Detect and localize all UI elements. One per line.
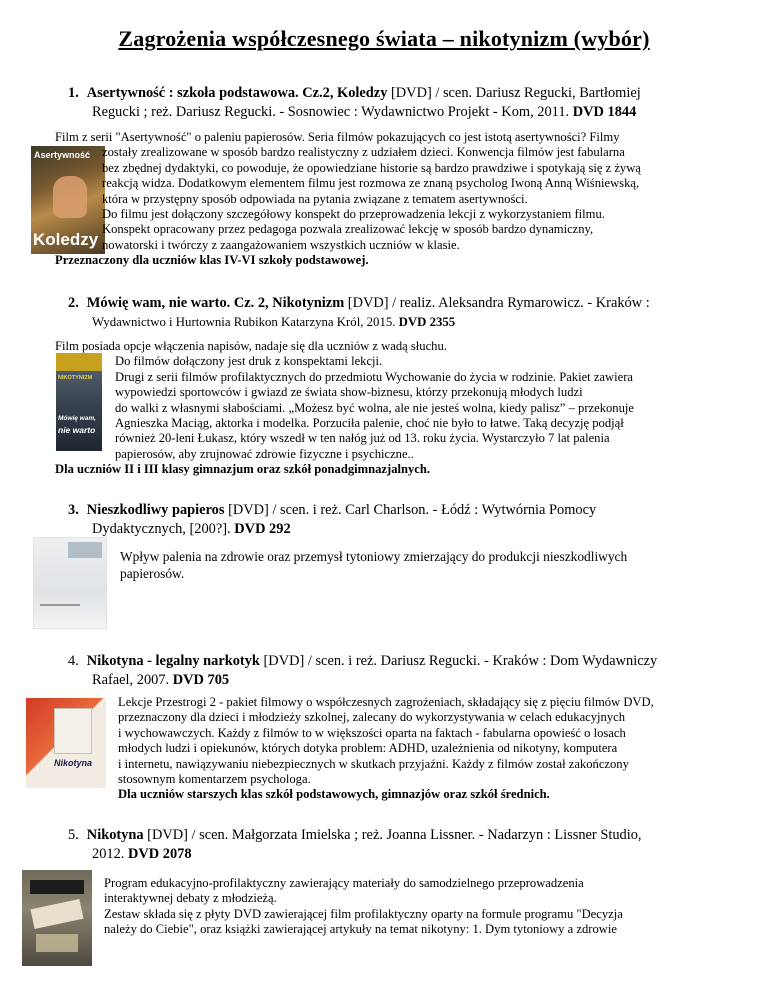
desc-line: nowatorski i twórczy z zaangażowaniem wszystkich uczniów w klasie. xyxy=(102,237,460,252)
entry-number: 2. xyxy=(68,295,79,311)
desc-line: do walki z własnymi słabościami. „Możesz być wolna, ale nie jesteś wolna, kiedy palisz” – przekonuje xyxy=(115,400,634,415)
desc-line: papierosów, aby zrujnować zdrowie fizyczne i psychiczne.. xyxy=(115,446,414,461)
entry-details: [DVD] / realiz. Aleksandra Rymarowicz. - Kraków : xyxy=(344,295,650,311)
desc-line: Do filmu jest dołączony szczegółowy konspekt do przeprowadzenia lekcji z wykorzystaniem filmu. xyxy=(102,207,605,222)
entry-4-cover-image xyxy=(26,698,106,788)
desc-line: Agnieszka Maciąg, aktorka i modelka. Porzuciła palenie, choć nie było to łatwe. Taką decyzję podjął xyxy=(115,416,624,431)
desc-line: przeznaczony dla dzieci i młodzieży szkolnej, zalecany do wykorzystywania w celach edukacyjnych xyxy=(118,710,626,725)
cover-series-text: NIKOTYNIZM xyxy=(58,375,93,381)
entry-title: Nikotyna xyxy=(86,827,144,843)
entry-number: 5. xyxy=(68,827,79,843)
desc-line: Wpływ palenia na zdrowie oraz przemysł tytoniowy zmierzający do produkcji nieszkodliwych xyxy=(120,549,628,564)
cover-cigarettes xyxy=(30,899,83,929)
entry-4-description xyxy=(118,695,748,803)
entry-number: 4. xyxy=(68,653,79,669)
desc-line: Program edukacyjno-profilaktyczny zawierający materiały do samodzielnego przeprowadzenia xyxy=(104,876,584,890)
entry-shelf-code: DVD 292 xyxy=(234,521,291,537)
cover-title-line2: nie warto xyxy=(58,425,96,435)
entry-details-line2: Wydawnictwo i Hurtownia Rubikon Katarzyna Król, 2015. xyxy=(92,315,396,329)
entry-details: [DVD] / scen. i reż. Dariusz Regucki. - Kraków : Dom Wydawniczy xyxy=(259,653,658,669)
entry-2-description xyxy=(55,339,745,478)
desc-line: reakcją widza. Dodatkowym elementem filmu jest rozmowa ze znaną psycholog Iwoną Anną Wiśniewską, xyxy=(102,176,640,191)
cover-label-block xyxy=(36,934,78,952)
entry-5-heading xyxy=(68,826,748,864)
entry-title: Asertywność : szkoła podstawowa. Cz.2, Koledzy xyxy=(86,85,388,101)
desc-line: również 20-leni Łukasz, który wszedł w ten nałóg już od 13. roku życia. Wystarczyło 7 lat palenia xyxy=(115,431,610,446)
desc-line: i internetu, nawiązywaniu niebezpiecznych w skutkach przyjaźni. Każdy z filmów został zakończony xyxy=(118,756,629,771)
entry-shelf-code: DVD 705 xyxy=(172,672,230,688)
cover-clapper xyxy=(30,880,84,894)
desc-line: wypowiedzi sportowców i gwiazd ze świata show-biznesu, którzy przekonują młodych ludzi xyxy=(115,385,583,400)
entry-title: Mówię wam, nie warto. Cz. 2, Nikotynizm xyxy=(86,295,345,311)
entry-details: [DVD] / scen. Dariusz Regucki, Bartłomiej xyxy=(387,85,641,101)
cover-photo-frame xyxy=(54,708,92,754)
entry-details-line2: Rafael, 2007. xyxy=(92,672,170,688)
audience-note: Dla uczniów starszych klas szkół podstawowych, gimnazjów oraz szkół średnich. xyxy=(118,787,550,802)
entry-shelf-code: DVD 1844 xyxy=(572,104,637,120)
entry-5-cover-image xyxy=(22,870,92,966)
entry-1-description xyxy=(55,130,745,269)
page-title: Zagrożenia współczesnego świata – nikotynizm (wybór) xyxy=(118,26,650,51)
entry-5-description xyxy=(104,876,754,938)
entry-shelf-code: DVD 2078 xyxy=(128,846,192,862)
entry-title: Nikotyna - legalny narkotyk xyxy=(86,653,260,669)
entry-3-cover-image xyxy=(33,537,107,629)
cover-title-line1: Mówię wam, xyxy=(58,415,96,422)
audience-note: Przeznaczony dla uczniów klas IV-VI szkoły podstawowej. xyxy=(55,253,369,268)
entry-details: [DVD] / scen. i reż. Carl Charlson. - Łódź : Wytwórnia Pomocy xyxy=(224,502,597,518)
desc-line: Film posiada opcje włączenia napisów, nadaje się dla uczniów z wadą słuchu. xyxy=(55,339,447,353)
desc-line: która w przystępny sposób odpowiada na pytania związane z tematem asertywności. xyxy=(102,191,528,206)
cover-logo-block xyxy=(68,542,102,558)
desc-line: Konspekt opracowany przez pedagoga pozwala zrealizować lekcję w sposób bardzo dynamiczny, xyxy=(102,222,594,237)
entry-3-heading xyxy=(68,501,718,539)
desc-line: i wychowawczych. Każdy z filmów to w większości oparta na faktach - fabularna opowieść o losach xyxy=(118,725,626,740)
entry-1-heading xyxy=(68,84,718,122)
audience-note: Dla uczniów II i III klasy gimnazjum oraz szkół ponadgimnazjalnych. xyxy=(55,462,431,477)
entry-title: Nieszkodliwy papieros xyxy=(86,502,225,518)
cover-title-text: Nikotyna xyxy=(54,758,93,768)
entry-details-line2: Regucki ; reż. Dariusz Regucki. - Sosnowiec : Wydawnictwo Projekt - Kom, 2011. xyxy=(92,104,570,120)
entry-4-heading xyxy=(68,652,748,690)
cover-caption-line xyxy=(40,604,80,606)
desc-line: Drugi z serii filmów profilaktycznych do przedmiotu Wychowanie do życia w rodzinie. Pakiet zawiera xyxy=(115,369,633,384)
desc-line: stosownym komentarzem psychologa. xyxy=(118,772,311,787)
entry-details: [DVD] / scen. Małgorzata Imielska ; reż. Joanna Lissner. - Nadarzyn : Lissner Studio, xyxy=(143,827,642,843)
entry-number: 1. xyxy=(68,85,79,101)
desc-line: Lekcje Przestrogi 2 - pakiet filmowy o współczesnych zagrożeniach, składający się z pięciu filmów DVD, xyxy=(118,695,654,709)
entry-number: 3. xyxy=(68,502,79,518)
desc-line: interaktywnej debaty z młodzieżą. xyxy=(104,891,277,906)
desc-line: zostały zrealizowane w sposób bardzo realistyczny z udziałem dzieci. Konwencja filmów jest fabularna xyxy=(102,145,625,160)
desc-line: Do filmów dołączony jest druk z konspektami lekcji. xyxy=(115,354,383,369)
entry-shelf-code: DVD 2355 xyxy=(398,315,456,329)
desc-line: Zestaw składa się z płyty DVD zawierającej film profilaktyczny oparty na formule programu "Decyzja xyxy=(104,906,623,921)
entry-details-line2: Dydaktycznych, [200?]. xyxy=(92,521,231,537)
desc-line: Film z serii "Asertywność" o paleniu papierosów. Seria filmów pokazujących co jest istotą asertywności? Filmy xyxy=(55,130,620,144)
desc-line: należy do Ciebie", oraz książki zawierającej artykuły na temat nikotyny: 1. Dym tytoniowy a zdrowie xyxy=(104,922,617,937)
desc-line: papierosów. xyxy=(120,566,185,581)
entry-2-heading xyxy=(68,294,758,332)
desc-line: młodych ludzi i opiekunów, których dotyka problem: ADHD, uzależnienia od nikotyny, komputera xyxy=(118,741,618,756)
cover-series-text: Asertywność xyxy=(34,150,91,160)
cover-title-text: Koledzy xyxy=(33,230,99,249)
entry-3-description xyxy=(120,548,740,582)
desc-line: bez zbędnej dydaktyki, co powoduje, że opowiedziane historie są bardzo prawdziwe i spotykają się z żywą xyxy=(102,160,641,175)
entry-details-line2: 2012. xyxy=(92,846,125,862)
